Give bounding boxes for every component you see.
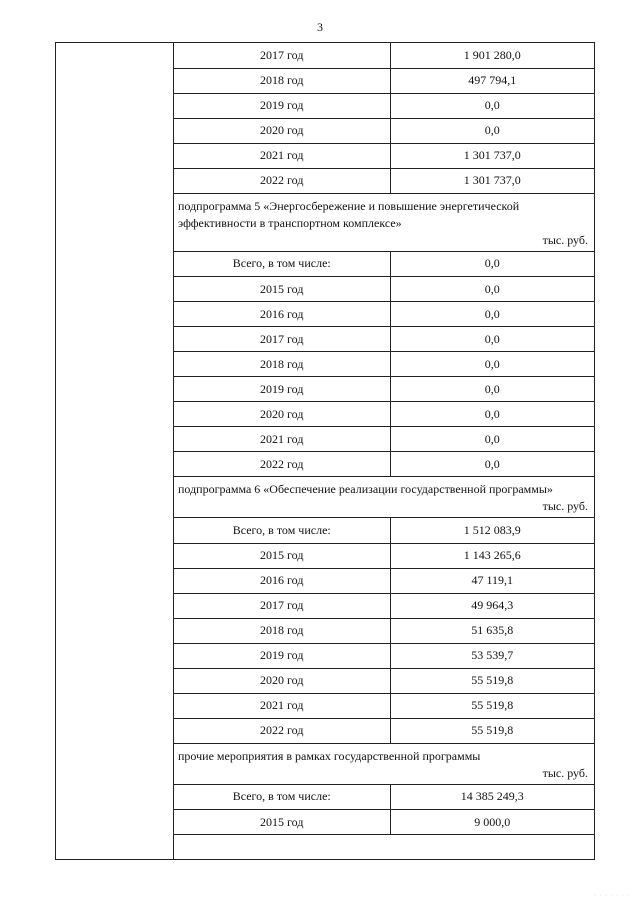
table-row [174, 302, 594, 327]
row-label: Всего, в том числе: [174, 252, 390, 277]
table-row [174, 352, 594, 377]
row-value: 0,0 [390, 302, 594, 327]
row-label: 2016 год [174, 302, 390, 327]
table-row [174, 252, 594, 277]
table-content [174, 43, 594, 859]
table-row [174, 168, 594, 193]
row-value: 0,0 [390, 352, 594, 377]
row-label: 2022 год [174, 452, 390, 477]
table-row [174, 402, 594, 427]
section-header [174, 744, 594, 785]
table-row [174, 568, 594, 593]
row-value: 0,0 [390, 277, 594, 302]
row-value: 14 385 249,3 [390, 785, 594, 810]
section-unit: тыс. руб. [542, 499, 588, 513]
row-label: 2018 год [174, 68, 390, 93]
table-row [174, 643, 594, 668]
table-row [174, 277, 594, 302]
row-label: 2015 год [174, 543, 390, 568]
section-header [174, 194, 594, 252]
table-row [174, 452, 594, 477]
table-row [174, 118, 594, 143]
section-header [174, 477, 594, 518]
row-label: 2016 год [174, 568, 390, 593]
data-table [174, 518, 594, 744]
row-value: 0,0 [390, 452, 594, 477]
row-label: 2017 год [174, 593, 390, 618]
row-label: 2015 год [174, 810, 390, 835]
row-value: 9 000,0 [390, 810, 594, 835]
row-value: 53 539,7 [390, 643, 594, 668]
table-row [174, 618, 594, 643]
left-label-column [56, 43, 174, 859]
section-unit: тыс. руб. [542, 765, 588, 780]
row-label: 2022 год [174, 718, 390, 743]
row-label: 2018 год [174, 352, 390, 377]
row-label: 2021 год [174, 427, 390, 452]
table-row [174, 68, 594, 93]
row-label: 2019 год [174, 93, 390, 118]
table-row [174, 785, 594, 810]
page-number: 3 [317, 20, 323, 34]
table-row [174, 718, 594, 743]
table-row [174, 693, 594, 718]
table-row [174, 143, 594, 168]
row-label: 2015 год [174, 277, 390, 302]
row-value: 0,0 [390, 327, 594, 352]
row-value: 55 519,8 [390, 718, 594, 743]
table-row [174, 668, 594, 693]
row-value: 1 901 280,0 [390, 43, 594, 68]
row-value: 1 301 737,0 [390, 143, 594, 168]
row-value: 0,0 [390, 427, 594, 452]
row-label: 2020 год [174, 668, 390, 693]
row-label: 2019 год [174, 377, 390, 402]
row-value: 1 512 083,9 [390, 518, 594, 543]
row-value: 0,0 [390, 377, 594, 402]
data-table [174, 43, 594, 194]
row-label: 2021 год [174, 143, 390, 168]
row-value: 55 519,8 [390, 668, 594, 693]
row-label: 2020 год [174, 118, 390, 143]
row-label: 2018 год [174, 618, 390, 643]
row-value: 0,0 [390, 402, 594, 427]
section-unit: тыс. руб. [542, 232, 588, 247]
row-value: 55 519,8 [390, 693, 594, 718]
row-label: Всего, в том числе: [174, 785, 390, 810]
table-row [174, 427, 594, 452]
row-label: 2017 год [174, 327, 390, 352]
table-row [174, 377, 594, 402]
table-row [174, 593, 594, 618]
row-value: 497 794,1 [390, 68, 594, 93]
row-value: 1 143 265,6 [390, 543, 594, 568]
row-label: 2022 год [174, 168, 390, 193]
table-row [174, 810, 594, 835]
data-table [174, 252, 594, 478]
table-row [174, 518, 594, 543]
row-label: 2017 год [174, 43, 390, 68]
table-row [174, 327, 594, 352]
document-table-frame [55, 42, 595, 860]
section-title: прочие мероприятия в рамках государственной программы [178, 748, 481, 763]
row-value: 47 119,1 [390, 568, 594, 593]
row-value: 0,0 [390, 93, 594, 118]
row-label: Всего, в том числе: [174, 518, 390, 543]
section-title: подпрограмма 6 «Обеспечение реализации государственной программы» [178, 482, 553, 496]
section-title: подпрограмма 5 «Энергосбережение и повышение энергетической эффективности в транспортном комплексе» [178, 198, 520, 230]
table-row [174, 43, 594, 68]
row-value: 49 964,3 [390, 593, 594, 618]
row-value: 0,0 [390, 118, 594, 143]
row-value: 51 635,8 [390, 618, 594, 643]
scan-mark: · · · · · · · [594, 893, 630, 899]
row-value: 1 301 737,0 [390, 168, 594, 193]
row-label: 2021 год [174, 693, 390, 718]
table-row [174, 543, 594, 568]
row-label: 2019 год [174, 643, 390, 668]
row-label: 2020 год [174, 402, 390, 427]
data-table [174, 785, 594, 836]
table-row [174, 93, 594, 118]
row-value: 0,0 [390, 252, 594, 277]
